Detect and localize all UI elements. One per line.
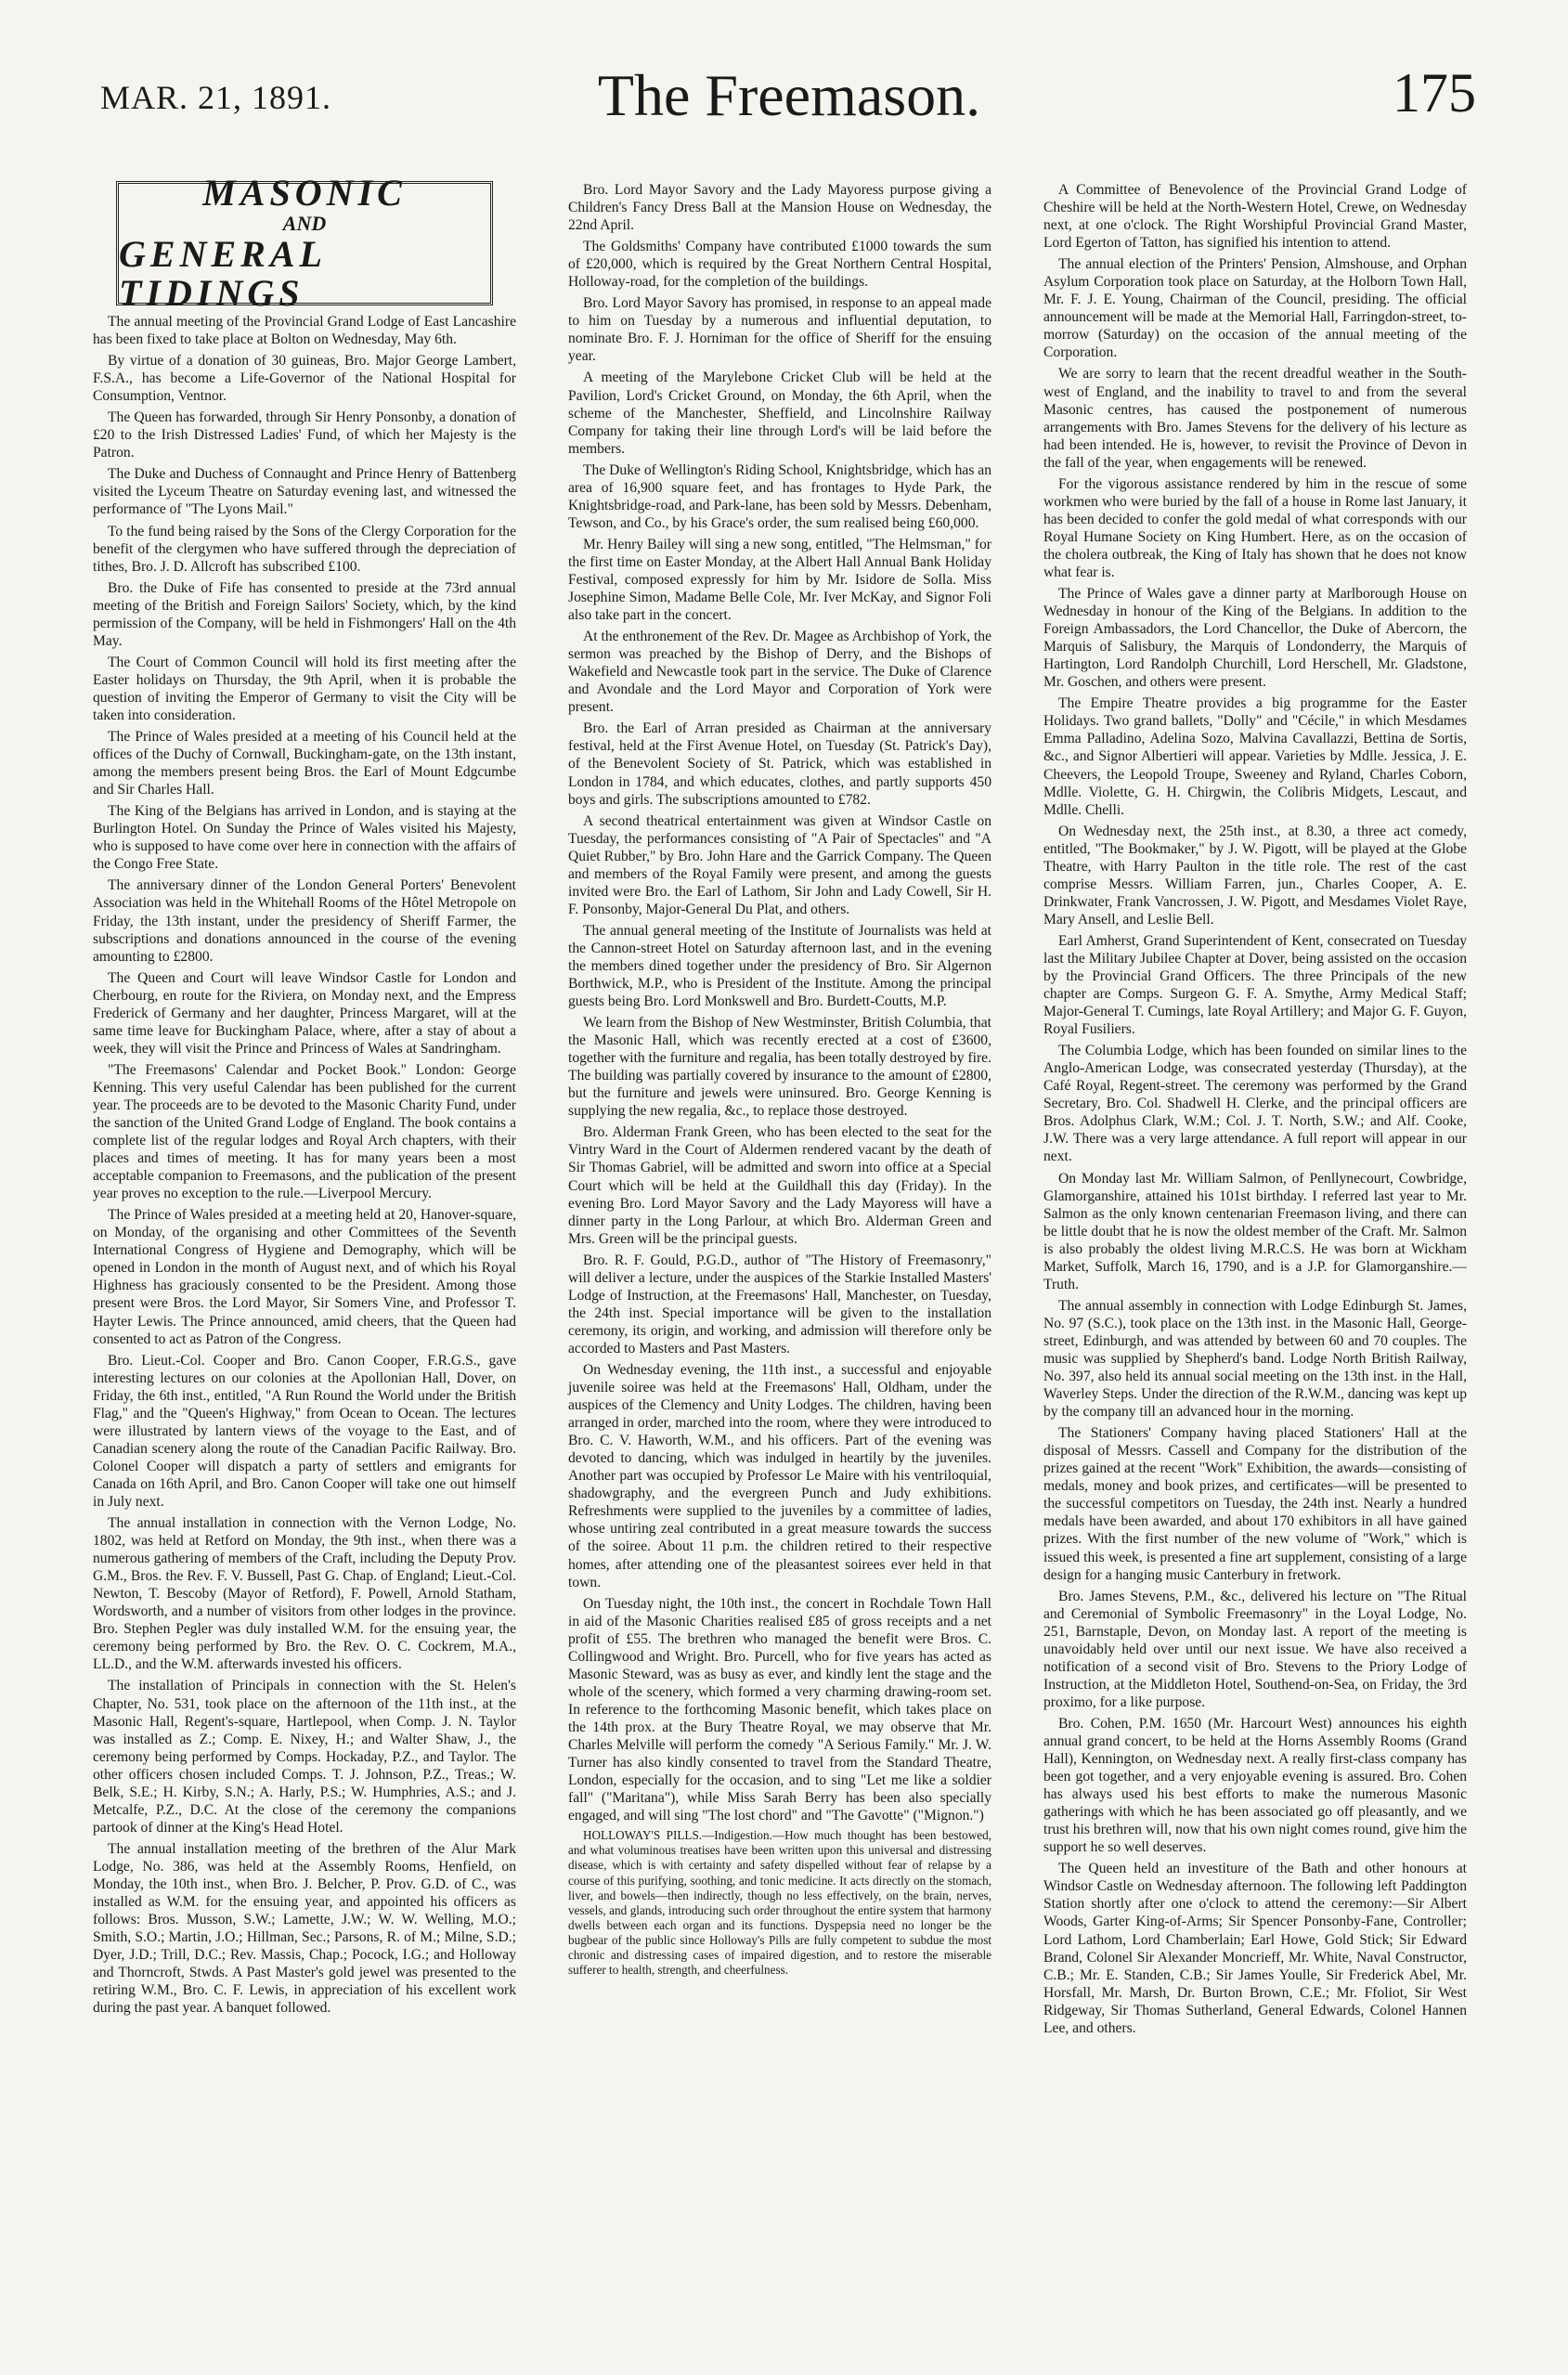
article-paragraph: Bro. James Stevens, P.M., &c., delivered his lecture on "The Ritual and Ceremonial of Symbolic Freemasonry" in the Loyal Lodge, No. 251, Barnstaple, Devon, on Monday last. A report of the meeting is unavoidably held over until our next issue. We have also received a notification of a second visit of Bro. Stevens to the Priory Lodge of Instruction, at the Middleton Hotel, Southend-on-Sea, on Friday, the 3rd proximo, for a like purpose. xyxy=(1043,1588,1467,1710)
article-paragraph: For the vigorous assistance rendered by him in the rescue of some workmen who were buried by the fall of a house in Rome last January, it has been decided to confer the gold medal of what corresponds with our Royal Humane Society on King Humbert. Here, as on the occasion of the cholera outbreak, the King of Italy has shown that he does not know what fear is. xyxy=(1043,475,1467,580)
page-number: 175 xyxy=(1393,62,1476,123)
issue-date: MAR. 21, 1891. xyxy=(100,79,332,116)
article-paragraph: The Queen and Court will leave Windsor Castle for London and Cherbourg, en route for the Riviera, on Monday next, and the Empress Frederick of Germany and her daughter, Princess Margaret, will at the same time leave for Buckingham Palace, where, after a stay of about a week, they will visit the Prince and Princess of Wales at Sandringham. xyxy=(93,969,516,1057)
article-paragraph: By virtue of a donation of 30 guineas, Bro. Major George Lambert, F.S.A., has become a Life-Governor of the National Hospital for Consumption, Ventnor. xyxy=(93,353,516,405)
article-paragraph: The Columbia Lodge, which has been founded on similar lines to the Anglo-American Lodge, was consecrated yesterday (Thursday), at the Café Royal, Regent-street. The ceremony was performed by the Grand Secretary, Bro. Col. Shadwell H. Clerke, and the principal officers are Bros. Adolphus Clark, W.M.; Col. J. T. North, S.W.; and Alf. Cooke, J.W. There was a very large attendance. A full report will appear in our next. xyxy=(1043,1043,1467,1165)
article-paragraph: The Queen has forwarded, through Sir Henry Ponsonby, a donation of £20 to the Irish Distressed Ladies' Fund, of which her Majesty is the Patron. xyxy=(93,409,516,461)
article-paragraph: On Wednesday next, the 25th inst., at 8.30, a three act comedy, entitled, "The Bookmaker," by J. W. Pigott, will be played at the Globe Theatre, with Harry Paulton in the title role. The rest of the cast comprise Messrs. William Farren, jun., Charles Cooper, A. E. Drinkwater, Frank Vancrossen, J. W. Pigott, and Mesdames Violet Raye, Mary Ansell, and Leslie Bell. xyxy=(1043,823,1467,928)
article-paragraph: On Tuesday night, the 10th inst., the concert in Rochdale Town Hall in aid of the Masonic Charities realised £85 of gross receipts and a net profit of £55. The brethren who managed the benefit were Bros. C. Collingwood and Wright. Bro. Purcell, who for five years has acted as Masonic Steward, was as busy as ever, and kindly lent the stage and the whole of the scenery, which formed a very charming drawing-room set. In reference to the forthcoming Masonic benefit, which takes place on the 14th prox. at the Bury Theatre Royal, we may observe that Mr. Charles Melville will perform the comedy "A Serious Family." Mr. J. W. Turner has also kindly consented to travel from the Standard Theatre, London, especially for the occasion, and to sing "Let me like a soldier fall" ("Maritana"), while Miss Sarah Berry has been also specially engaged, and will sing "The lost chord" and "The Gavotte" ("Mignon.") xyxy=(568,1595,991,1824)
article-paragraph: The annual meeting of the Provincial Grand Lodge of East Lancashire has been fixed to take place at Bolton on Wednesday, May 6th. xyxy=(93,314,516,348)
article-paragraph: The Empire Theatre provides a big programme for the Easter Holidays. Two grand ballets, "Dolly" and "Cécile," in which Mesdames Emma Palladino, Adelina Sozo, Malvina Cavallazzi, Bettina de Sortis, &c., and Signor Albertieri will appear. Varieties by Mdlle. Jessica, J. E. Cheevers, the Leopold Troupe, Sweeney and Ryland, Charles Coborn, Mdlle. Violette, G. H. Chirgwin, the Colibris Midgets, Lescaut, and Mdlle. Chelli. xyxy=(1043,695,1467,818)
article-paragraph: We learn from the Bishop of New Westminster, British Columbia, that the Masonic Hall, which was recently erected at a cost of £3600, together with the furniture and regalia, has been totally destroyed by fire. The building was partially covered by insurance to the amount of £2800, but the furniture and jewels were uninsured. Bro. George Kenning is supplying the new regalia, &c., to replace those destroyed. xyxy=(568,1015,991,1120)
article-paragraph: On Wednesday evening, the 11th inst., a successful and enjoyable juvenile soiree was held at the Freemasons' Hall, Oldham, under the auspices of the Clemency and Unity Lodges. The children, having been arranged in order, marched into the room, where they were introduced to Bro. C. V. Haworth, W.M., and his officers. Part of the evening was devoted to dancing, which was indulged in heartily by the juveniles. Another part was occupied by Professor Le Maire with his ventriloquial, shadowgraphy, and the evergreen Punch and Judy exhibitions. Refreshments were supplied to the juveniles by a committee of ladies, whose untiring zeal contributed in a great measure towards the success of the soiree. About 11 p.m. the children retired to their respective homes, after attending one of the pleasantest soirees ever held in that town. xyxy=(568,1362,991,1590)
column-3-paragraphs xyxy=(1043,181,1467,2037)
banner-line-1: MASONIC xyxy=(202,172,407,214)
article-paragraph: The Prince of Wales gave a dinner party at Marlborough House on Wednesday in honour of the King of the Belgians. In addition to the Foreign Ambassadors, the Lord Chancellor, the Duke of Abercorn, the Marquis of Salisbury, the Marquis of Londonderry, the Marquis of Hartington, Lord Randolph Churchill, Lord Herschell, Mr. Gladstone, Mr. Goschen, and others were present. xyxy=(1043,586,1467,691)
article-paragraph: The annual election of the Printers' Pension, Almshouse, and Orphan Asylum Corporation took place on Saturday, at the Holborn Town Hall, Mr. F. J. E. Young, Chairman of the Council, presiding. The official announcement will be made at the Memorial Hall, Farringdon-street, to-morrow (Saturday) on the occasion of the annual meeting of the Corporation. xyxy=(1043,256,1467,361)
newspaper-title: The Freemason. xyxy=(597,62,981,128)
article-paragraph: The King of the Belgians has arrived in London, and is staying at the Burlington Hotel. On Sunday the Prince of Wales visited his Majesty, who is supposed to have come over here in connection with the affairs of the Congo Free State. xyxy=(93,803,516,873)
article-paragraph: Bro. Cohen, P.M. 1650 (Mr. Harcourt West) announces his eighth annual grand concert, to be held at the Horns Assembly Rooms (Grand Hall), Kennington, on Wednesday next. A really first-class company has been got together, and a very enjoyable evening is assured. Bro. Cohen has always used his best efforts to make the numerous Masonic gatherings with which he has been associated go off pleasantly, and we trust his brethren will, now that his own night comes round, give him the support he so well deserves. xyxy=(1043,1715,1467,1856)
section-banner xyxy=(116,172,493,314)
article-paragraph: The Prince of Wales presided at a meeting of his Council held at the offices of the Duchy of Cornwall, Buckingham-gate, on the 13th instant, among the members present being Bros. the Earl of Mount Edgcumbe and Sir Charles Hall. xyxy=(93,729,516,798)
article-paragraph: The annual installation meeting of the brethren of the Alur Mark Lodge, No. 386, was held at the Assembly Rooms, Henfield, on Monday, the 10th inst., when Bro. J. Belcher, P. Prov. G.D. of C., was installed as W.M. for the ensuing year, and appointed his officers as follows: Bros. Musson, S.W.; Lamette, J.W.; W. W. Welling, M.O.; Smith, S.O.; Martin, J.O.; Hillman, Sec.; Parsons, R. of M.; Milne, S.D.; Dyer, J.D.; Trill, D.C.; Rev. Massis, Chap.; Pocock, I.G.; and Holloway and Thorncroft, Stwds. A Past Master's gold jewel was presented to the retiring W.M., Bro. C. F. Lewis, in appreciation of his excellent work during the past year. A banquet followed. xyxy=(93,1840,516,2017)
article-paragraph: The Court of Common Council will hold its first meeting after the Easter holidays on Thursday, the 9th April, when it is probable the question of inviting the Emperor of Germany to visit the City will be taken into consideration. xyxy=(93,654,516,723)
article-paragraph: Bro. Alderman Frank Green, who has been elected to the seat for the Vintry Ward in the Court of Aldermen rendered vacant by the death of Sir Thomas Gabriel, will be admitted and sworn into office at a Special Court which will be held at the Guildhall this day (Friday). In the evening Bro. Lord Mayor Savory and the Lady Mayoress will have a dinner party in the Long Parlour, at which Bro. Alderman Green and Mrs. Green will be the principal guests. xyxy=(568,1124,991,1247)
article-paragraph: The annual installation in connection with the Vernon Lodge, No. 1802, was held at Retford on Monday, the 9th inst., when there was a numerous gathering of members of the Craft, including the Deputy Prov. G.M., Bros. the Rev. F. V. Bussell, Past G. Chap. of England; Lieut.-Col. Newton, T. Bescoby (Mayor of Retford), F. Powell, Arnold Statham, Wordsworth, and a number of visitors from other lodges in the province. Bro. Stephen Pegler was duly installed W.M. for the ensuing year, the ceremony being performed by Bro. the Rev. O. C. Cockrem, M.A., LL.D., and the W.M. afterwards invested his officers. xyxy=(93,1515,516,1673)
article-paragraph: To the fund being raised by the Sons of the Clergy Corporation for the benefit of the clergymen who have suffered through the depreciation of tithes, Bro. J. D. Allcroft has subscribed £100. xyxy=(93,523,516,575)
article-paragraph: We are sorry to learn that the recent dreadful weather in the South-west of England, and the inability to travel to and from the several Masonic centres, has caused the postponement of numerous arrangements with Bro. James Stevens for the delivery of his lecture as had been intended. He is, however, to revisit the Province of Devon in the fall of the year, when engagements will be renewed. xyxy=(1043,366,1467,471)
article-paragraph: The anniversary dinner of the London General Porters' Benevolent Association was held in the Whitehall Rooms of the Hôtel Metropole on Friday, the 13th instant, under the presidency of Sheriff Farmer, the subscriptions and donations announced in the course of the evening amounting to £2800. xyxy=(93,877,516,965)
article-paragraph: Bro. Lieut.-Col. Cooper and Bro. Canon Cooper, F.R.G.S., gave interesting lectures on our colonies at the Apollonian Hall, Dover, on Friday, the 6th inst., entitled, "A Run Round the World under the British Flag," and the "Queen's Highway," from Ocean to Ocean. The lectures were illustrated by lantern views of the voyage to the East, and of Canadian scenery along the route of the Canadian Pacific Railway. Bro. Colonel Cooper will dispatch a party of settlers and emigrants for Canada on 16th April, and Bro. Canon Cooper will take one out himself in July next. xyxy=(93,1352,516,1510)
article-paragraph: Bro. Lord Mayor Savory and the Lady Mayoress purpose giving a Children's Fancy Dress Ball at the Mansion House on Wednesday, the 22nd April. xyxy=(568,182,991,234)
article-paragraph: Bro. the Earl of Arran presided as Chairman at the anniversary festival, held at the First Avenue Hotel, on Tuesday (St. Patrick's Day), of the Benevolent Society of St. Patrick, which was established in London in 1784, and which educates, clothes, and partly supports 450 boys and girls. The subscriptions amounted to £782. xyxy=(568,720,991,808)
article-paragraph: The annual general meeting of the Institute of Journalists was held at the Cannon-street Hotel on Saturday afternoon last, and in the evening the members dined together under the presidency of Bro. Sir Algernon Borthwick, M.P., who is President of the Institute. Among the principal guests being Bro. Lord Monkswell and Bro. Burdett-Coutts, M.P. xyxy=(568,922,991,1010)
advertisement-notice: HOLLOWAY'S PILLS.—Indigestion.—How much thought has been bestowed, and what voluminous treatises have been written upon this universal and distressing disease, which is with certainty and safety dispelled without fear of relapse by a course of this purifying, soothing, and tonic medicine. It acts directly on the stomach, liver, and bowels—then indirectly, though no less effectively, on the brain, nerves, vessels, and glands, introducing such order throughout the entire system that harmony dwells between each organ and its functions. Dyspepsia need no longer be the bugbear of the public since Holloway's Pills are fully competent to subdue the most chronic and distressing cases of impaired digestion, and to restore the miserable sufferer to health, strength, and cheerfulness. xyxy=(568,1828,991,1978)
article-paragraph: The installation of Principals in connection with the St. Helen's Chapter, No. 531, took place on the afternoon of the 11th inst., at the Masonic Hall, Regent's-square, Hartlepool, when Comp. J. N. Taylor was installed as Z.; Comp. E. Nixey, H.; and Walter Shaw, J., the ceremony being performed by Comps. Hockaday, P.Z., and Taylor. The other officers chosen included Comps. T. J. Johnson, P.Z., Treas.; W. Belk, S.E.; H. Kirby, S.N.; A. Harly, P.S.; W. Humphries, A.S.; and J. Metcalfe, P.Z., D.C. At the close of the ceremony the companions partook of dinner at the King's Head Hotel. xyxy=(93,1678,516,1836)
column-2 xyxy=(568,181,991,1981)
article-paragraph: The Queen held an investiture of the Bath and other honours at Windsor Castle on Wednesday afternoon. The following left Paddington Station shortly after one o'clock to attend the ceremony:—Sir Albert Woods, Garter King-of-Arms; Sir Spencer Ponsonby-Fane, Controller; Lord Lathom, Lord Chamberlain; Earl Howe, Gold Stick; Sir Edward Brand, Colonel Sir Alexander Moncrieff, Mr. White, Naval Constructor, C.B.; Mr. E. Standen, C.B.; Sir James Youlle, Sir Frederick Abel, Mr. Horsfall, Mr. Marsh, Dr. Burton Brown, C.E.; Mr. Ffoliot, Sir West Ridgeway, Sir Thomas Sutherland, General Edwards, Colonel Hannen Lee, and others. xyxy=(1043,1861,1467,2036)
column-3 xyxy=(1043,181,1467,2041)
banner-line-2: AND xyxy=(282,212,327,235)
article-paragraph: A meeting of the Marylebone Cricket Club will be held at the Pavilion, Lord's Cricket Ground, on Monday, the 6th April, when the scheme of the Manchester, Sheffield, and Lincolnshire Railway Company for taking their line through Lord's will be laid before the members. xyxy=(568,370,991,457)
column-1 xyxy=(93,172,516,2020)
masthead xyxy=(93,54,1485,137)
article-paragraph: The Stationers' Company having placed Stationers' Hall at the disposal of Messrs. Cassell and Company for the distribution of the prizes gained at the recent "Work" Exhibition, the awards—consisting of medals, money and book prizes, and certificates—will be presented to the successful competitors on Tuesday, the 24th inst. Nearly a hundred medals have been awarded, and about 170 exhibitors in all have gained prizes. With the first number of the new volume of "Work," which is issued this week, is presented a fine art supplement, consisting of a large design for a hanging music Canterbury in fretwork. xyxy=(1043,1425,1467,1583)
article-paragraph: The Goldsmiths' Company have contributed £1000 towards the sum of £20,000, which is required by the Great Northern Central Hospital, Holloway-road, for the completion of the buildings. xyxy=(568,239,991,291)
article-paragraph: Bro. Lord Mayor Savory has promised, in response to an appeal made to him on Tuesday by a numerous and influential deputation, to nominate Bro. F. J. Horniman for the office of Sheriff for the ensuing year. xyxy=(568,295,991,365)
article-paragraph: Mr. Henry Bailey will sing a new song, entitled, "The Helmsman," for the first time on Easter Monday, at the Albert Hall Annual Bank Holiday Festival, composed expressly for him by Mr. Isidore de Solla. Miss Josephine Simon, Madame Belle Cole, Mr. Iver McKay, and Signor Foli also take part in the concert. xyxy=(568,536,991,624)
article-paragraph: Bro. the Duke of Fife has consented to preside at the 73rd annual meeting of the British and Foreign Sailors' Society, which, by the kind permission of the Company, will be held in Fishmongers' Hall on the 4th May. xyxy=(93,579,516,649)
article-paragraph: A second theatrical entertainment was given at Windsor Castle on Tuesday, the performances consisting of "A Pair of Spectacles" and "A Quiet Rubber," by Bro. John Hare and the Garrick Company. The Queen and members of the Royal Family were present, and among the guests invited were Bro. the Earl of Lathom, Sir John and Lady Cowell, Sir H. F. Ponsonby, Major-General Du Plat, and others. xyxy=(568,812,991,917)
column-1-paragraphs xyxy=(93,313,516,2017)
article-paragraph: The annual assembly in connection with Lodge Edinburgh St. James, No. 97 (S.C.), took place on the 13th inst. in the Masonic Hall, George-street, Edinburgh, and was attended by between 60 and 70 couples. The music was supplied by Shepherd's band. Lodge North British Railway, No. 397, also held its annual social meeting on the 13th inst. in the Hall, Waverley Steps. Under the direction of the R.W.M., dancing was kept up by the company till an advanced hour in the morning. xyxy=(1043,1297,1467,1421)
article-paragraph: On Monday last Mr. William Salmon, of Penllynecourt, Cowbridge, Glamorganshire, attained his 101st birthday. I referred last year to Mr. Salmon as the only known centenarian Freemason living, and there can be little doubt that he is now the oldest member of the Craft. Mr. Salmon is also probably the oldest living M.R.C.S. He was born at Wickham Market, Suffolk, March 16, 1790, and is a J.P. for Glamorganshire.—Truth. xyxy=(1043,1170,1467,1292)
article-paragraph: "The Freemasons' Calendar and Pocket Book." London: George Kenning. This very useful Calendar has been published for the current year. The proceeds are to be devoted to the Masonic Charity Fund, under the sanction of the United Grand Lodge of England. The book contains a complete list of the regular lodges and Royal Arch chapters, with their places and times of meeting. It has for many years been a most acceptable companion to Freemasons, and the publication of the present year proves no exception to the rule.—Liverpool Mercury. xyxy=(93,1061,516,1202)
article-paragraph: The Duke of Wellington's Riding School, Knightsbridge, which has an area of 16,900 square feet, and has frontages to Hyde Park, the Knightsbridge-road, and Park-lane, has been sold by Messrs. Debenham, Tewson, and Co., by his Grace's order, the sum realised being £60,000. xyxy=(568,461,992,531)
article-paragraph: Earl Amherst, Grand Superintendent of Kent, consecrated on Tuesday last the Military Jubilee Chapter at Dover, being assisted on the occasion by the Provincial Grand Officers. The three Principals of the new chapter are Comps. Surgeon G. F. A. Smythe, Army Medical Staff; Major-General T. Cumings, late Royal Artillery; and Major G. F. Guyon, Royal Fusiliers. xyxy=(1043,932,1467,1038)
article-paragraph: The Prince of Wales presided at a meeting held at 20, Hanover-square, on Monday, of the organising and other Committees of the Seventh International Congress of Hygiene and Demography, which will be opened in London in the month of August next, and of which his Royal Highness has graciously consented to be the President. Among those present were Bros. the Lord Mayor, Sir Somers Vine, and Professor T. Hayter Lewis. The Prince announced, amid cheers, that the Queen had consented to act as Patron of the Congress. xyxy=(93,1207,516,1347)
article-paragraph: At the enthronement of the Rev. Dr. Magee as Archbishop of York, the sermon was preached by the Bishop of Derry, and the Bishops of Wakefield and Newcastle took part in the service. The Duke of Clarence and Avondale and the Lord Mayor and Corporation of York were present. xyxy=(568,629,991,716)
article-paragraph: The Duke and Duchess of Connaught and Prince Henry of Battenberg visited the Lyceum Theatre on Saturday evening last, and witnessed the performance of "The Lyons Mail." xyxy=(93,466,516,518)
article-paragraph: A Committee of Benevolence of the Provincial Grand Lodge of Cheshire will be held at the North-Western Hotel, Crewe, on Wednesday next, at one o'clock. The Right Worshipful Provincial Grand Master, Lord Egerton of Tatton, has signified his intention to attend. xyxy=(1043,182,1467,252)
column-2-paragraphs xyxy=(568,181,991,1824)
banner-line-3: GENERAL TIDINGS xyxy=(119,233,327,314)
article-paragraph: Bro. R. F. Gould, P.G.D., author of "The History of Freemasonry," will deliver a lecture, under the auspices of the Starkie Installed Masters' Lodge of Instruction, at the Freemasons' Hall, Manchester, on Tuesday, the 24th inst. Special importance will be given to the installation ceremony, its origin, and working, and admission will therefore only be accorded to Masters and Past Masters. xyxy=(568,1252,991,1356)
